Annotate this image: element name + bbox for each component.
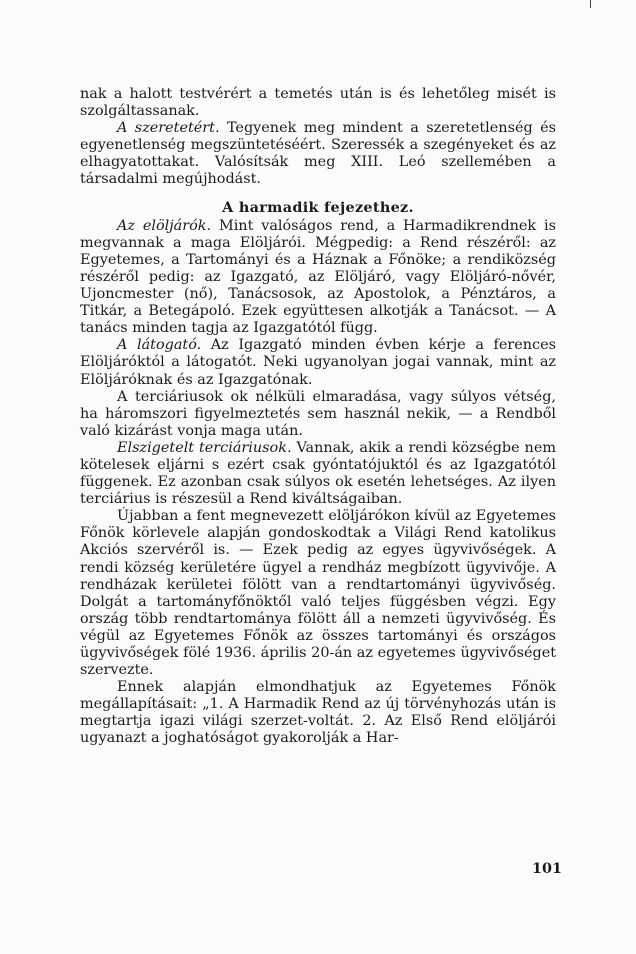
section-heading: A harmadik fejezethez. [222, 198, 414, 216]
paragraph-text: Mint valóságos rend, a Harmadikrendnek is megvannak a maga Elöljárói. Mégpedig: a Rend részéről: az Egyetemes, a Tartományi és a Háznak a Főnöke; a rendiközség részéről pedig: az Igazgató, az Elöljáró, vagy Elöljáró-nővér, Ujoncmester (nő), Tanácsosok, az Apostolok, a Pénztáros, a Titkár, a Betegápoló. Ezek együttesen alkotják a Tanácsot. — A tanács minden tagja az Igazgatótól függ. [80, 217, 556, 337]
paragraph [80, 508, 556, 679]
page-body [80, 86, 556, 748]
paragraph [80, 120, 556, 188]
paragraph [80, 389, 556, 440]
paragraph-text: Tegyenek meg mindent a szeretetlenség és egyenetlenség megszüntetéséért. Szeressék a szegényeket és az elhagyatottakat. Valósítsák meg XIII. Leó szellemében a társadalmi megújhodást. [80, 120, 556, 188]
paragraph [80, 440, 556, 508]
page-number: 101 [532, 860, 563, 877]
paragraph-lead: Elszigetelt terciáriusok. [117, 439, 292, 456]
paragraph-text: A terciáriusok ok nélküli elmaradása, vagy súlyos vétség, ha háromszori figyelmeztetés sem használ nekik, — a Rendből való kizárást vonja maga után. [80, 388, 556, 439]
paragraph-lead: A szeretetért. [117, 120, 220, 137]
paragraph-lead: Az elöljárók. [117, 217, 212, 234]
edge-mark [590, 0, 591, 8]
paragraph [80, 337, 556, 388]
paragraph-text: Vannak, akik a rendi községbe nem kötelesek eljárni s ezért csak gyóntatójuktól és az Igazgatótól függenek. Ez azonban csak súlyos ok esetén lehetséges. Az ilyen terciárius is részesül a Rend kiváltságaiban. [80, 439, 556, 508]
paragraph [80, 218, 556, 338]
paragraph [80, 86, 556, 120]
paragraph-text: Az Igazgató minden évben kérje a ferences Elöljáróktól a látogatót. Neki ugyanolyan jogai vannak, mint az Elöljáróknak és az Igazgatónak. [80, 337, 556, 388]
paragraph-text: nak a halott testvérért a temetés után is és lehetőleg misét is szolgáltassanak. [80, 86, 556, 120]
paragraph-text: Újabban a fent megnevezett elöljárókon kívül az Egyetemes Főnök körlevele alapján gondoskodtak a Világi Rend katolikus Akciós szervéről is. — Ezek pedig az egyes ügyvivőségek. A rendi község kerületére ügyel a rendház megbízott ügyvivője. A rendházak kerületei fölött van a rendtartományi ügyvivőség. Dolgát a tartományfőnöktől való teljes függésben végzi. Egy ország több rendtartománya fölött áll a nemzeti ügyvivőség. És végül az Egyetemes Főnök az összes tartományi és országos ügyvivőségek fölé 1936. április 20-án az egyetemes ügyvivőséget szervezte. [80, 508, 556, 679]
paragraph-lead: A látogató. [117, 337, 202, 354]
paragraph [80, 679, 556, 747]
paragraph-text: Ennek alapján elmondhatjuk az Egyetemes Főnök megállapításait: „1. A Harmadik Rend az új törvényhozás után is megtartja igazi világi szerzet-voltát. 2. Az Első Rend elöljárói ugyanazt a joghatóságot gyakorolják a Har- [80, 679, 556, 747]
